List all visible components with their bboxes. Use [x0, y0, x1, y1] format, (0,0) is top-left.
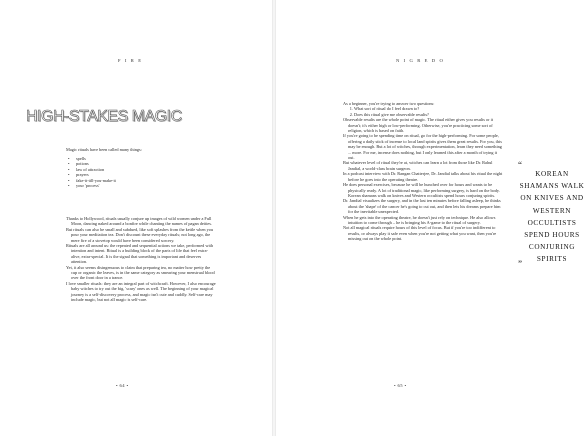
paragraph: Rituals are all around us: the repeated and sequential actions we take, performed with intention and intent. Ritual is a building block of the parts of life that feel extra-alive, extra-special. It is the signal that something is important and deserves attention. [66, 243, 213, 265]
pull-quote [516, 160, 588, 269]
paragraph: If you're going to be spending time on ritual, go for the high-performing. For some people, offering a daily stick of incense to local land spirits gives them great results. For you, this may be enough. But a lot of witches, through experimentation, learn they need something ... more. For me, incense does nothing, but I only learned this after a month of trying it out. [343, 133, 502, 161]
left-page [0, 0, 272, 436]
paragraph: In a podcast interview with Dr. Rangan Chatterjee, Dr. Jandial talks about his ritual the night before he goes into the operating theatre. [343, 171, 503, 182]
paragraph: But rituals can also be small and subdued, like soft splashes from the kettle when you pour your meditation tea. Don't discount these everyday rituals; not long ago, the mere fire of a stovetop would have been considered sorcery. [66, 226, 214, 243]
paragraph: Dr. Jandial visualizes the surgery, and in the last ten minutes before falling asleep, he thinks about the 'shape' of the cancer he's going to cut out, and then lets his dreams prepare him for the inevitable unexpected. [343, 198, 501, 215]
list-item: • fake-it-till-you-make-it [68, 178, 188, 183]
list-item: 2. Does this ritual give me observable results? [354, 112, 503, 117]
list-item: • potions [68, 161, 188, 166]
body-text [343, 101, 503, 242]
page-number: • 64 • [116, 383, 129, 388]
intro-text: Magic rituals have been called many things: [66, 147, 142, 152]
list-item: • spells [68, 156, 188, 161]
open-quote-mark: “ [518, 160, 522, 170]
right-page [276, 0, 585, 436]
running-head: N I G R E D O [396, 58, 445, 63]
paragraph: I love smaller rituals: they are an integral part of witchcraft. However, I also encourage baby witches to try out the big, 'scary' ones as well. The beginning of your magical journey is a self-discovery process, and magic isn't cute and cuddly. Self-care may include magic, but not all magic is self-care. [66, 280, 216, 303]
page-number: • 65 • [394, 383, 407, 388]
list-item: 1. What sort of ritual do I feel drawn to? [354, 106, 503, 111]
question-list [343, 106, 503, 117]
paragraph: Observable results are the whole point of magic. The ritual either gives you results or it doesn't; it's either high or low-performing. Otherwise, you're practicing some sort of religion, which is based on faith. [343, 117, 494, 134]
paragraph: Not all magical rituals require hours of this level of focus. But if you're too indifferent to results, or always play it safe even when you're not getting what you want, then you're missing out on the whole point. [343, 225, 497, 242]
list-item: • law of attraction [68, 167, 188, 172]
list-item: • your 'process' [68, 183, 188, 188]
body-text [66, 216, 217, 303]
paragraph: When he gets into the operating theatre, he doesn't just rely on technique. He also allows intuition to come through – he is bringing his A-game to the ritual of surgery. [343, 214, 496, 225]
pull-quote-text: KOREAN SHAMANS WALK ON KNIVES AND WESTERN OCCULTISTS SPEND HOURS CONJURING SPIRITS [519, 170, 585, 264]
section-heading: HIGH-STAKES MAGIC [26, 108, 182, 125]
paragraph: But whatever level of ritual they're at, witches can learn a lot from those like Dr. Rahul Jandial, a world-class brain surgeon. [343, 160, 493, 171]
close-quote-mark: ” [518, 258, 522, 269]
intro-text: As a beginner, you're trying to answer two questions: [343, 101, 435, 106]
list-item: • prayers [68, 172, 188, 177]
paragraph: Thanks to Hollywood, rituals usually conjure up images of wild women under a Full Moon, dancing naked around a bonfire while chanting the names of pagan deities. [66, 216, 213, 227]
paragraph: Yet, it also seems disingenuous to claim that preparing tea, no matter how pretty the cup or organic the leaves, is in the same category as smearing your menstrual blood over the front door in a trance. [66, 264, 215, 281]
paragraph: He does personal exercises, because he will be hunched over for hours and wants to be physically ready. A lot of traditional magic, like performing surgery, is hard on the body. Korean shamans walk on knives and Western occultists spend hours conjuring spirits. [343, 182, 500, 198]
running-head: F I R E [118, 58, 143, 63]
bullet-list [68, 156, 188, 188]
